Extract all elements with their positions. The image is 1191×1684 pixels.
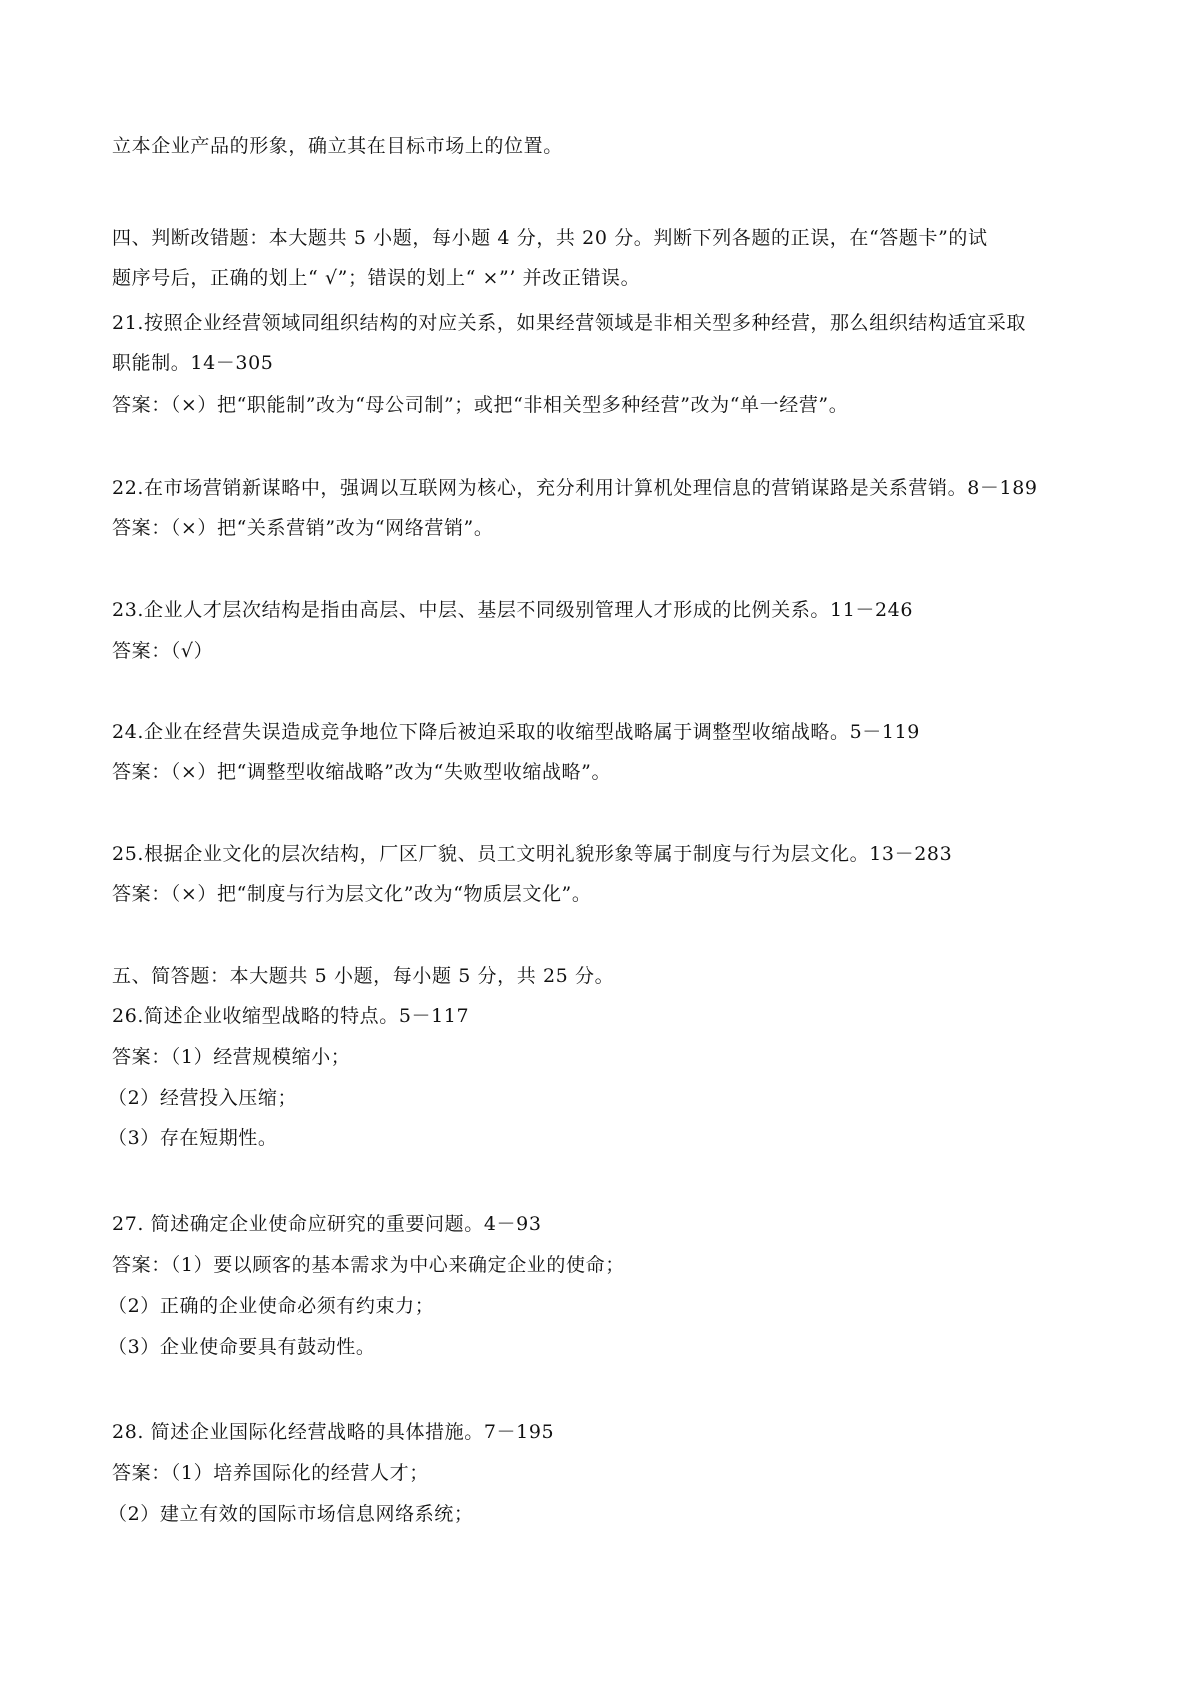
- question-25: 25.根据企业文化的层次结构，厂区厂貌、员工文明礼貌形象等属于制度与行为层文化。13－283: [112, 843, 953, 865]
- text-line-continuation: 立本企业产品的形象，确立其在目标市场上的位置。: [112, 135, 563, 157]
- section-4-heading: 四、判断改错题：本大题共 5 小题，每小题 4 分，共 20 分。判断下列各题的正误，在“答题卡”的试: [112, 227, 988, 249]
- answer-22: 答案：（×）把“关系营销”改为“网络营销”。: [112, 517, 494, 539]
- answer-28-item-1: 答案：（1）培养国际化的经营人才；: [112, 1462, 429, 1484]
- answer-21: 答案：（×）把“职能制”改为“母公司制”；或把“非相关型多种经营”改为“单一经营”。: [112, 394, 849, 416]
- answer-27-item-1: 答案：（1）要以顾客的基本需求为中心来确定企业的使命；: [112, 1254, 625, 1276]
- question-21-cont: 职能制。14－305: [112, 352, 274, 374]
- answer-28-item-2: （2）建立有效的国际市场信息网络系统；: [108, 1503, 474, 1525]
- answer-26-item-1: 答案：（1）经营规模缩小；: [112, 1046, 351, 1068]
- question-22: 22.在市场营销新谋略中，强调以互联网为核心，充分利用计算机处理信息的营销谋路是关系营销。8－189: [112, 477, 1038, 499]
- answer-26-item-3: （3）存在短期性。: [108, 1127, 278, 1149]
- question-28: 28. 简述企业国际化经营战略的具体措施。7－195: [112, 1421, 555, 1443]
- answer-24: 答案：（×）把“调整型收缩战略”改为“失败型收缩战略”。: [112, 761, 612, 783]
- question-27: 27. 简述确定企业使命应研究的重要问题。4－93: [112, 1213, 542, 1235]
- answer-26-item-2: （2）经营投入压缩；: [108, 1087, 298, 1109]
- question-21: 21.按照企业经营领域同组织结构的对应关系，如果经营领域是非相关型多种经营，那么组织结构适宜采取: [112, 312, 1027, 334]
- answer-25: 答案：（×）把“制度与行为层文化”改为“物质层文化”。: [112, 883, 592, 905]
- answer-27-item-2: （2）正确的企业使命必须有约束力；: [108, 1295, 435, 1317]
- question-23: 23.企业人才层次结构是指由高层、中层、基层不同级别管理人才形成的比例关系。11－246: [112, 599, 914, 621]
- section-5-heading: 五、简答题：本大题共 5 小题，每小题 5 分，共 25 分。: [112, 965, 615, 987]
- answer-27-item-3: （3）企业使命要具有鼓动性。: [108, 1336, 376, 1358]
- question-26: 26.简述企业收缩型战略的特点。5－117: [112, 1005, 470, 1027]
- answer-23: 答案：（√）: [112, 640, 214, 662]
- section-4-heading-cont: 题序号后，正确的划上“ √”；错误的划上“ ×”’ 并改正错误。: [112, 267, 641, 289]
- question-24: 24.企业在经营失误造成竞争地位下降后被迫采取的收缩型战略属于调整型收缩战略。5－119: [112, 721, 920, 743]
